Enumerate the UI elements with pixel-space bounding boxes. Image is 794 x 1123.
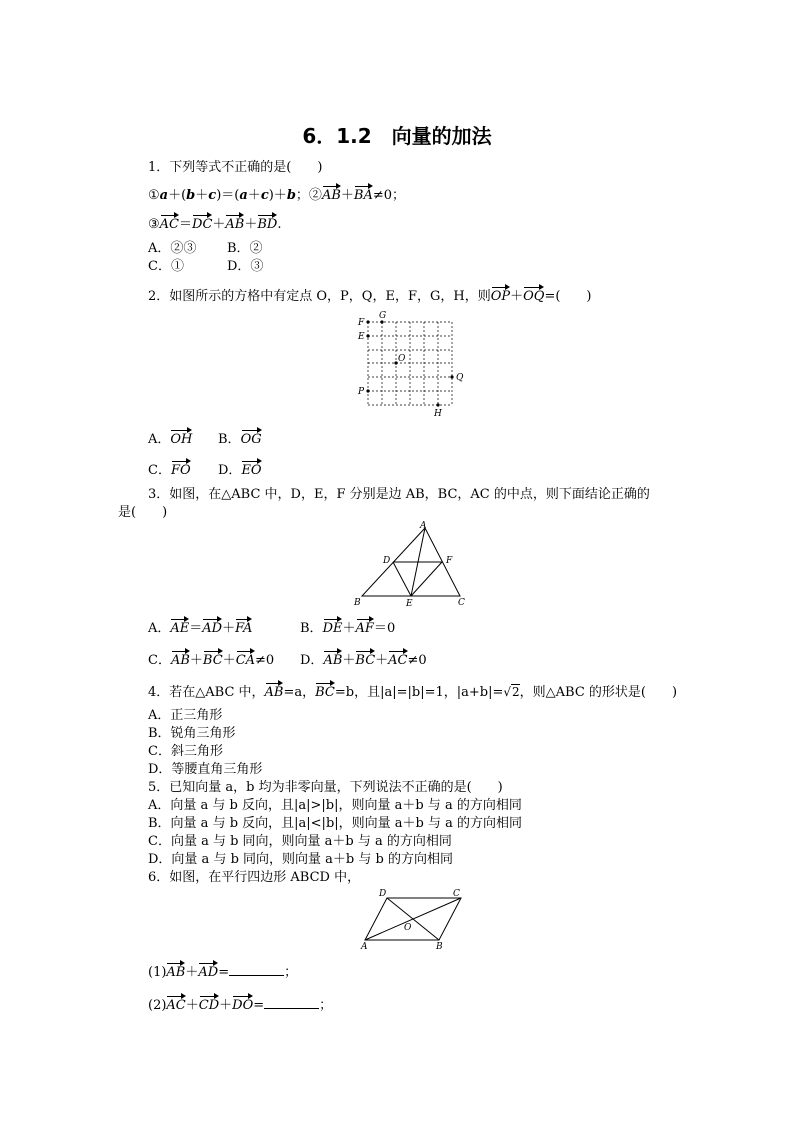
q1-option-c: C．① <box>148 259 184 274</box>
q6-stem: 6．如图，在平行四边形 ABCD 中， <box>148 870 361 885</box>
q2-label-g: G <box>379 311 387 321</box>
q1-statements-line1: ①a＋(b＋c)＝(a＋c)＋b；②AB＋BA≠0； <box>148 188 406 203</box>
q4-option-c: C．斜三角形 <box>148 744 223 759</box>
q2-label-p: P <box>358 387 365 397</box>
q6-parallelogram-figure <box>356 886 472 952</box>
q3-option-b: B．DE＋AF＝0 <box>300 621 396 636</box>
q2-option-b: B．OG <box>218 432 262 447</box>
q2-label-f: F <box>358 318 365 328</box>
q4-stem: 4．若在△ABC 中，AB=a，BC=b，且|a|=|b|=1，|a+b|=√2，则△ABC 的形状是( ) <box>148 685 678 700</box>
q6-part2-blank[interactable] <box>264 998 319 1009</box>
q1-option-d: D．③ <box>227 259 264 274</box>
q3-label-b: B <box>354 598 361 608</box>
q2-option-d: D．EO <box>218 463 262 478</box>
q6-label-d: D <box>379 889 387 899</box>
q6-part2: (2)AC＋CD＋DO= ； <box>148 998 333 1013</box>
q3-stem-line1: 3．如图，在△ABC 中，D，E，F 分别是边 AB，BC，AC 的中点，则下面结论正确的 <box>148 487 650 502</box>
q5-stem: 5．已知向量 a，b 均为非零向量，下列说法不正确的是( ) <box>148 780 503 795</box>
q3-option-d: D．AB＋BC＋AC≠0 <box>300 653 427 668</box>
q4-option-d: D．等腰直角三角形 <box>148 762 263 777</box>
q3-option-c: C．AB＋BC＋CA≠0 <box>148 653 275 668</box>
q3-triangle-figure <box>348 518 478 610</box>
q3-label-f: F <box>446 556 453 566</box>
q3-label-e: E <box>406 599 413 609</box>
q3-option-a: A．AE＝AD＋FA <box>148 621 253 636</box>
q1-option-a: A．②③ <box>148 241 197 256</box>
q4-option-b: B．锐角三角形 <box>148 726 236 741</box>
q3-label-a: A <box>420 521 427 531</box>
q2-label-o: O <box>398 354 406 364</box>
q2-label-q: Q <box>456 373 464 383</box>
q2-label-e: E <box>358 332 365 342</box>
q6-label-a: A <box>361 942 368 952</box>
q6-label-c: C <box>453 889 460 899</box>
page-title: 6．1.2 向量的加法 <box>302 124 492 148</box>
q6-label-b: B <box>436 942 443 952</box>
q5-option-c: C．向量 a 与 b 同向，则向量 a＋b 与 a 的方向相同 <box>148 834 452 849</box>
q6-part1-blank[interactable] <box>229 965 284 976</box>
q2-option-c: C．FO <box>148 463 191 478</box>
q6-part1: (1)AB＋AD= ； <box>148 965 298 980</box>
q5-option-d: D．向量 a 与 b 同向，则向量 a＋b 与 b 的方向相同 <box>148 852 453 867</box>
q2-label-h: H <box>434 409 442 419</box>
q3-stem-line2: 是( ) <box>118 505 168 520</box>
q6-label-o: O <box>404 923 412 933</box>
q1-statements-line2: ③AC＝DC＋AB＋BD. <box>148 217 282 232</box>
q2-stem: 2．如图所示的方格中有定点 O，P，Q，E，F，G，H，则OP＋OQ=( ) <box>148 289 592 304</box>
q4-option-a: A．正三角形 <box>148 708 223 723</box>
q2-option-a: A．OH <box>148 432 193 447</box>
q2-grid-figure <box>350 308 480 423</box>
q3-label-c: C <box>458 598 465 608</box>
q5-option-b: B．向量 a 与 b 反向，且|a|<|b|，则向量 a＋b 与 a 的方向相同 <box>148 816 522 831</box>
q3-label-d: D <box>383 556 391 566</box>
q5-option-a: A．向量 a 与 b 反向，且|a|>|b|，则向量 a＋b 与 a 的方向相同 <box>148 798 522 813</box>
q1-option-b: B．② <box>227 241 263 256</box>
q1-stem: 1．下列等式不正确的是( ) <box>148 160 323 175</box>
